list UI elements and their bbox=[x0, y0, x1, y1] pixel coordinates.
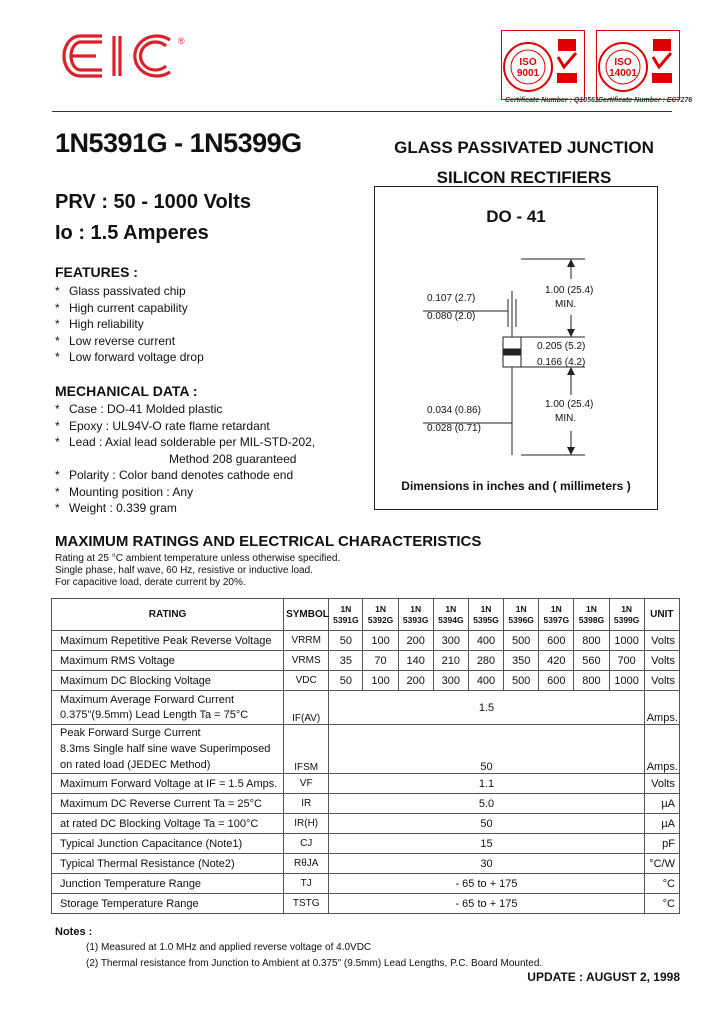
diode-drawing bbox=[375, 187, 657, 509]
header-part: 1N 5395G bbox=[468, 599, 503, 631]
mechanical-title: MECHANICAL DATA : bbox=[55, 383, 198, 399]
header-part: 1N 5391G bbox=[329, 599, 363, 631]
table-row: Typical Junction Capacitance (Note1) CJ 15 pF bbox=[52, 834, 680, 854]
ratings-note-2: Single phase, half wave, 60 Hz, resistive or inductive load. bbox=[55, 565, 313, 576]
table-row: Maximum Repetitive Peak Reverse Voltage VRRM 50 100 200 300 400 500 600 800 1000 Volts bbox=[52, 631, 680, 651]
table-row: Peak Forward Surge Current 8.3ms Single half sine wave Superimposed on rated load (JEDEC Method) IFSM 50 Amps. bbox=[52, 725, 680, 774]
list-item: Method 208 guaranteed bbox=[169, 451, 297, 466]
features-title: FEATURES : bbox=[55, 264, 138, 280]
part-number-range: 1N5391G - 1N5399G bbox=[55, 128, 302, 158]
iso9001-cert bbox=[501, 30, 585, 100]
svg-text:9001: 9001 bbox=[516, 68, 540, 79]
package-dimension-note: Dimensions in inches and ( millimeters ) bbox=[401, 479, 631, 493]
list-item: * Lead : Axial lead solderable per MIL-STD-202, bbox=[55, 435, 316, 449]
notes-title: Notes : bbox=[55, 926, 93, 938]
table-row: Maximum DC Reverse Current Ta = 25°C IR 5.0 µA bbox=[52, 794, 680, 814]
table-row: Maximum DC Blocking Voltage VDC 50 100 200 300 400 500 600 800 1000 Volts bbox=[52, 671, 680, 691]
ratings-title: MAXIMUM RATINGS AND ELECTRICAL CHARACTERISTICS bbox=[55, 533, 482, 550]
table-row: Maximum Forward Voltage at IF = 1.5 Amps. VF 1.1 Volts bbox=[52, 774, 680, 794]
header-symbol: SYMBOL bbox=[284, 599, 329, 631]
list-item: * Low reverse current bbox=[55, 333, 176, 348]
dim-body-length-max: 0.205 (5.2) bbox=[537, 341, 586, 352]
svg-text:ISO: ISO bbox=[519, 57, 537, 68]
cert-number-14001: Certificate Number : EC7276 bbox=[598, 97, 693, 104]
header-rating: RATING bbox=[52, 599, 284, 631]
dim-min-top: MIN. bbox=[555, 299, 577, 310]
svg-text:ISO: ISO bbox=[614, 57, 632, 68]
ratings-note-3: For capacitive load, derate current by 20%. bbox=[55, 577, 246, 588]
mechanical-list bbox=[55, 401, 315, 517]
table-row: Maximum RMS Voltage VRMS 35 70 140 210 280 350 420 560 700 Volts bbox=[52, 651, 680, 671]
dim-lead-length-bottom: 1.00 (25.4) bbox=[545, 399, 594, 410]
update-date: UPDATE : AUGUST 2, 1998 bbox=[527, 970, 680, 984]
list-item: * Epoxy : UL94V-O rate flame retardant bbox=[55, 418, 270, 433]
header-divider bbox=[52, 111, 672, 112]
table-row: Maximum Average Forward Current 0.375"(9.5mm) Lead Length Ta = 75°C IF(AV) 1.5 Amps. bbox=[52, 691, 680, 725]
header-part: 1N 5397G bbox=[539, 599, 574, 631]
list-item: * Polarity : Color band denotes cathode end bbox=[55, 468, 294, 482]
package-name: DO - 41 bbox=[486, 207, 546, 226]
dim-lead-dia-max: 0.107 (2.7) bbox=[427, 293, 476, 304]
features-list bbox=[55, 283, 204, 366]
header-part: 1N 5399G bbox=[609, 599, 644, 631]
description-line2: SILICON RECTIFIERS bbox=[436, 168, 612, 187]
table-row: Junction Temperature Range TJ - 65 to + 175 °C bbox=[52, 874, 680, 894]
io-rating: Io : 1.5 Amperes bbox=[55, 222, 209, 244]
prv-rating: PRV : 50 - 1000 Volts bbox=[55, 191, 252, 213]
cert-number-9001: Certificate Number : Q10561 bbox=[505, 97, 599, 104]
dim-lead-dia-min: 0.080 (2.0) bbox=[427, 311, 476, 322]
note-2: (2) Thermal resistance from Junction to Ambient at 0.375" (9.5mm) Lead Lengths, P.C. Board Mounted. bbox=[86, 958, 543, 969]
list-item: * High current capability bbox=[55, 300, 188, 315]
dim-body-length-min: 0.166 (4.2) bbox=[537, 357, 586, 368]
header-part: 1N 5392G bbox=[363, 599, 398, 631]
ratings-note-1: Rating at 25 °C ambient temperature unless otherwise specified. bbox=[55, 553, 341, 564]
header-part: 1N 5396G bbox=[504, 599, 539, 631]
svg-text:14001: 14001 bbox=[609, 68, 637, 79]
dim-wire-dia-max: 0.034 (0.86) bbox=[427, 405, 481, 416]
list-item: * Low forward voltage drop bbox=[55, 350, 204, 364]
header-part: 1N 5398G bbox=[574, 599, 609, 631]
ratings-table bbox=[51, 598, 680, 914]
table-row: Storage Temperature Range TSTG - 65 to + 175 °C bbox=[52, 894, 680, 914]
dim-lead-length-top: 1.00 (25.4) bbox=[545, 285, 594, 296]
list-item: * Weight : 0.339 gram bbox=[55, 501, 177, 515]
logo-reg: ® bbox=[178, 36, 185, 46]
list-item: * Glass passivated chip bbox=[55, 284, 186, 298]
header-part: 1N 5394G bbox=[433, 599, 468, 631]
eic-logo bbox=[62, 28, 192, 84]
package-outline-box bbox=[374, 186, 658, 510]
list-item: * Mounting position : Any bbox=[55, 484, 194, 499]
header-unit: UNIT bbox=[644, 599, 679, 631]
header-part: 1N 5393G bbox=[398, 599, 433, 631]
dim-min-bottom: MIN. bbox=[555, 413, 577, 424]
iso14001-cert bbox=[596, 30, 680, 100]
note-1: (1) Measured at 1.0 MHz and applied reverse voltage of 4.0VDC bbox=[86, 942, 372, 953]
description-line1: GLASS PASSIVATED JUNCTION bbox=[394, 138, 654, 157]
table-header-row bbox=[52, 599, 680, 631]
dim-wire-dia-min: 0.028 (0.71) bbox=[427, 423, 481, 434]
list-item: * Case : DO-41 Molded plastic bbox=[55, 402, 223, 416]
table-row: at rated DC Blocking Voltage Ta = 100°C IR(H) 50 µA bbox=[52, 814, 680, 834]
table-row: Typical Thermal Resistance (Note2) RθJA 30 °C/W bbox=[52, 854, 680, 874]
list-item: * High reliability bbox=[55, 317, 144, 331]
